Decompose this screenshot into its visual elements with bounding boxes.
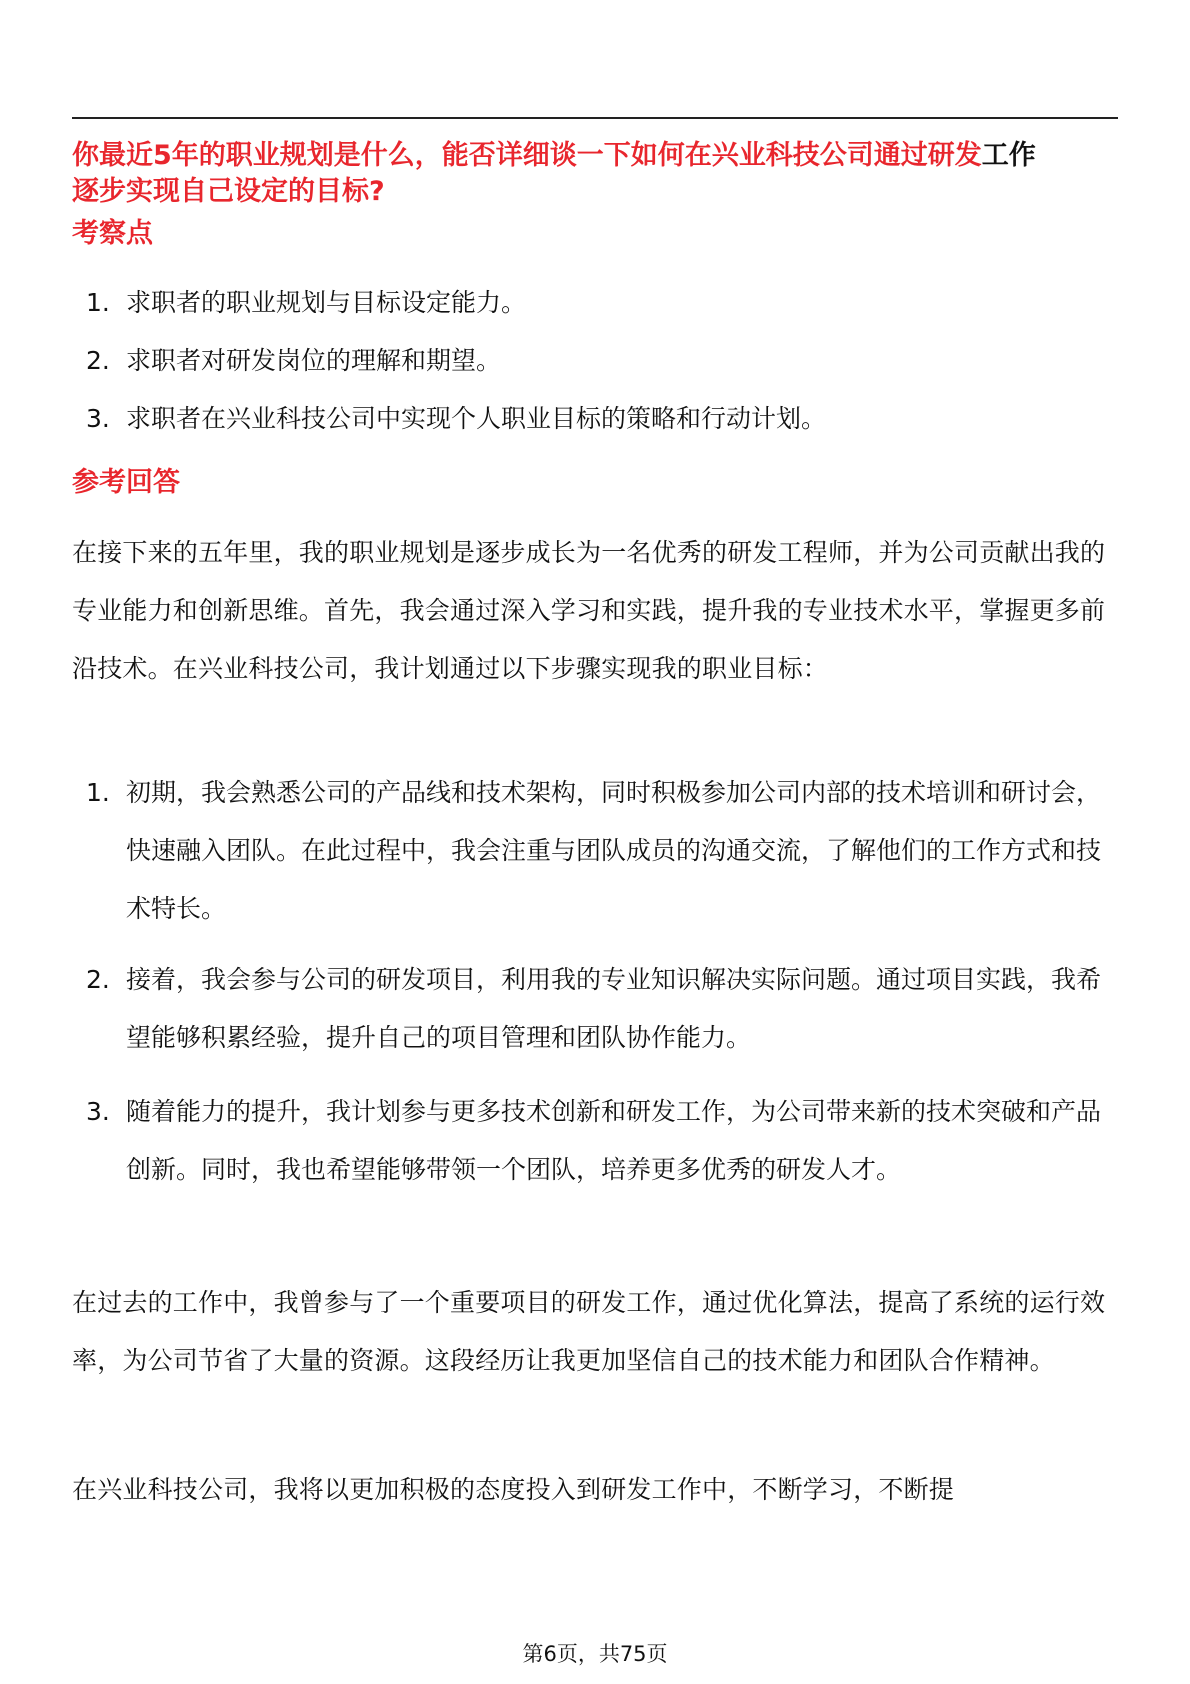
answer-step — [72, 1083, 1118, 1199]
step-text: 随着能力的提升，我计划参与更多技术创新和研发工作，为公司带来新的技术突破和产品创新。同时，我也希望能够带领一个团队，培养更多优秀的研发人才。 — [126, 1097, 1102, 1184]
assessment-item — [72, 332, 1118, 390]
step-text: 接着，我会参与公司的研发项目，利用我的专业知识解决实际问题。通过项目实践，我希望能够积累经验，提升自己的项目管理和团队协作能力。 — [126, 965, 1102, 1052]
list-text: 求职者在兴业科技公司中实现个人职业目标的策略和行动计划。 — [126, 404, 827, 433]
assessment-list — [72, 274, 1118, 448]
answer-step — [72, 764, 1118, 938]
question-red-text: 你最近5年的职业规划是什么，能否详细谈一下如何在兴业科技公司通过研发 — [72, 140, 982, 171]
assessment-heading: 考察点 — [72, 218, 153, 249]
page-footer: 第6页，共75页 — [522, 1642, 668, 1666]
question-title — [72, 138, 1118, 210]
list-text: 求职者的职业规划与目标设定能力。 — [126, 288, 527, 317]
assessment-item — [72, 390, 1118, 448]
question-black-text: 工作 — [981, 140, 1036, 171]
answer-intro: 在接下来的五年里，我的职业规划是逐步成长为一名优秀的研发工程师，并为公司贡献出我的专业能力和创新思维。首先，我会通过深入学习和实践，提升我的专业技术水平，掌握更多前沿技术。在兴业科技公司，我计划通过以下步骤实现我的职业目标： — [72, 538, 1106, 683]
past-experience-paragraph: 在过去的工作中，我曾参与了一个重要项目的研发工作，通过优化算法，提高了系统的运行效率，为公司节省了大量的资源。这段经历让我更加坚信自己的技术能力和团队合作精神。 — [72, 1288, 1106, 1375]
list-number: 1. — [86, 778, 110, 807]
list-text: 求职者对研发岗位的理解和期望。 — [126, 346, 502, 375]
top-divider — [72, 117, 1118, 119]
answer-step — [72, 951, 1118, 1067]
list-number: 3. — [86, 1097, 110, 1126]
answer-heading: 参考回答 — [72, 467, 180, 498]
list-number: 2. — [86, 965, 110, 994]
step-text: 初期，我会熟悉公司的产品线和技术架构，同时积极参加公司内部的技术培训和研讨会，快速融入团队。在此过程中，我会注重与团队成员的沟通交流，了解他们的工作方式和技术特长。 — [126, 778, 1102, 923]
closing-paragraph: 在兴业科技公司，我将以更加积极的态度投入到研发工作中，不断学习，不断提 — [72, 1475, 955, 1504]
list-number: 1. — [86, 288, 110, 317]
list-number: 2. — [86, 346, 110, 375]
assessment-item — [72, 274, 1118, 332]
list-number: 3. — [86, 404, 110, 433]
question-red-text-line2: 逐步实现自己设定的目标? — [72, 176, 385, 207]
